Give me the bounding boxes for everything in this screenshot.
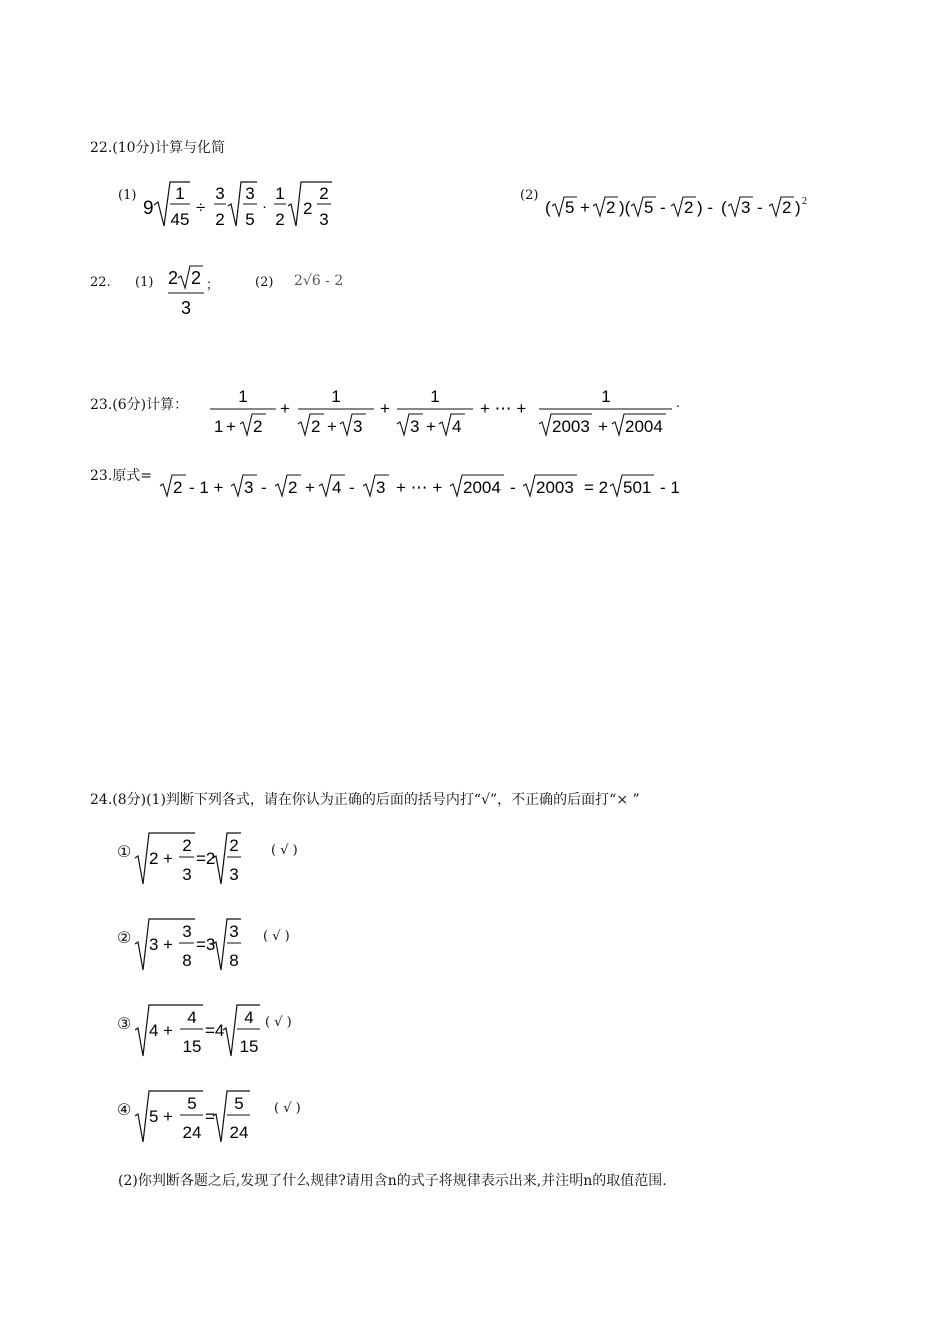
ans-coef: 2 [168,268,179,288]
a22-answer2: 2√6 - 2 [294,273,344,289]
radicand: 5 [644,198,654,217]
q24-item2-formula [133,916,253,974]
svg-text:=4: =4 [205,1021,225,1040]
svg-text:3: 3 [182,865,192,884]
svg-text:15: 15 [182,1037,202,1056]
frac-num: 1 [275,184,285,203]
term-den-a: 2 [311,417,321,436]
svg-text:3: 3 [244,478,254,497]
svg-text:2: 2 [288,478,298,497]
radicand: 2 [782,198,792,217]
coef: 9 [143,198,154,219]
svg-text:8: 8 [182,951,192,970]
paren: ( [721,198,727,217]
svg-text:2: 2 [149,849,159,868]
frac-num: 1 [175,184,185,203]
svg-text:4: 4 [149,1021,159,1040]
term-den-b: 3 [353,417,363,436]
svg-text:3: 3 [229,922,239,941]
svg-text:15: 15 [239,1037,259,1056]
frac-num: 3 [215,184,225,203]
paren: ) [795,198,801,217]
svg-text:+: + [598,417,608,436]
radicand: 2 [684,198,694,217]
frac-num: 3 [245,184,255,203]
svg-text:2: 2 [229,836,239,855]
radicand: 2 [606,198,616,217]
svg-text:4: 4 [332,478,342,497]
q22-part1-label: (1) [118,188,137,203]
svg-text:+: + [163,1021,173,1040]
svg-text:- 1: - 1 [660,478,680,497]
q22-heading: 22.(10分)计算与化简 [90,140,226,156]
svg-text:5: 5 [149,1107,159,1126]
a23-label: 23.原式= [90,468,152,484]
q24-item3-formula [133,1002,268,1060]
svg-text:+: + [305,478,315,497]
svg-text:4: 4 [187,1008,197,1027]
frac-den: 45 [170,210,190,229]
svg-text:2: 2 [173,478,183,497]
svg-text:24: 24 [229,1123,249,1142]
frac-num: 2 [319,184,329,203]
term-num: 1 [430,387,440,406]
svg-text:- 1 +: - 1 + [189,478,224,497]
a23-expression [158,472,698,502]
exponent: 2 [802,196,807,207]
ans-den: 3 [180,298,192,318]
item-marker: ② [117,928,132,947]
paren: ( [545,198,551,217]
svg-text:+ ⋯ +: + ⋯ + [396,478,443,497]
q24-item1-formula [133,830,253,888]
svg-text:-: - [261,478,267,497]
mixed-whole: 2 [303,199,313,218]
item-marker: ① [117,842,132,861]
term-den-a: 2003 [552,417,590,436]
judgement-mark: ( √ ) [274,1101,301,1116]
svg-text:24: 24 [182,1123,202,1142]
frac-den: 2 [215,210,225,229]
term-num: 1 [238,387,248,406]
svg-text:3: 3 [376,478,386,497]
frac-den: 2 [275,210,285,229]
frac-den: 3 [319,210,329,229]
svg-text:5: 5 [187,1094,197,1113]
term-den-b: 2004 [625,417,663,436]
a22-part2-label: (2) [255,275,274,290]
svg-text:+: + [380,399,390,418]
svg-text:3: 3 [149,935,159,954]
judgement-mark: ( √ ) [263,929,290,944]
svg-text:4: 4 [244,1008,254,1027]
term-num: 1 [601,387,611,406]
svg-text:-: - [349,478,355,497]
svg-text:+: + [163,1107,173,1126]
term-den-b: 4 [452,417,462,436]
term-num: 1 [331,387,341,406]
q22-part2-formula [543,192,813,224]
svg-text:-: - [510,478,516,497]
item-marker: ③ [117,1014,132,1033]
svg-text:+: + [163,849,173,868]
op: + [580,198,590,217]
svg-text:+: + [426,417,436,436]
svg-text:3: 3 [229,865,239,884]
judgement-mark: ( √ ) [265,1015,292,1030]
svg-text:8: 8 [229,951,239,970]
radicand: 3 [741,198,751,217]
term-den-b: 2 [253,417,263,436]
a22-number: 22. [90,275,111,290]
term-den-a: 1 [214,417,224,436]
period: . [676,394,680,410]
div-sign: ÷ [196,198,206,217]
svg-text:2003: 2003 [536,478,574,497]
ans-radicand: 2 [191,268,202,288]
a22-separator: ； [206,278,220,293]
term-den-a: 3 [410,417,420,436]
dot-sign: · [262,198,267,215]
radicand: 5 [565,198,575,217]
svg-text:2004: 2004 [463,478,501,497]
svg-text:=2: =2 [196,849,216,868]
svg-text:+: + [327,417,337,436]
svg-text:=3: =3 [196,935,216,954]
q23-heading: 23.(6分)计算： [90,397,189,413]
svg-text:= 2: = 2 [584,478,609,497]
svg-text:3: 3 [182,922,192,941]
svg-text:+: + [280,399,290,418]
svg-text:2: 2 [182,836,192,855]
svg-text:+: + [226,417,236,436]
op: - [757,198,763,217]
q22-part1-formula [140,176,340,236]
ellipsis: + ⋯ + [480,399,527,418]
paren: )( [619,198,631,217]
svg-text:+: + [163,935,173,954]
a22-part1-label: (1) [135,275,154,290]
judgement-mark: ( √ ) [271,843,298,858]
item-marker: ④ [117,1100,132,1119]
op: - [660,198,666,217]
q24-part2: (2)你判断各题之后,发现了什么规律?请用含n的式子将规律表示出来,并注明n的取值范围. [118,1173,667,1189]
svg-text:=: = [205,1107,215,1126]
q24-item4-formula [133,1088,268,1146]
svg-text:501: 501 [623,478,652,497]
frac-den: 5 [245,210,255,229]
svg-text:5: 5 [234,1094,244,1113]
q22-part2-label: (2) [520,188,539,203]
paren-op: ) - [697,198,714,217]
q23-formula [206,380,686,440]
q24-heading: 24.(8分)(1)判断下列各式，请在你认为正确的后面的括号内打“√”，不正确的后面打“× ” [90,792,640,808]
